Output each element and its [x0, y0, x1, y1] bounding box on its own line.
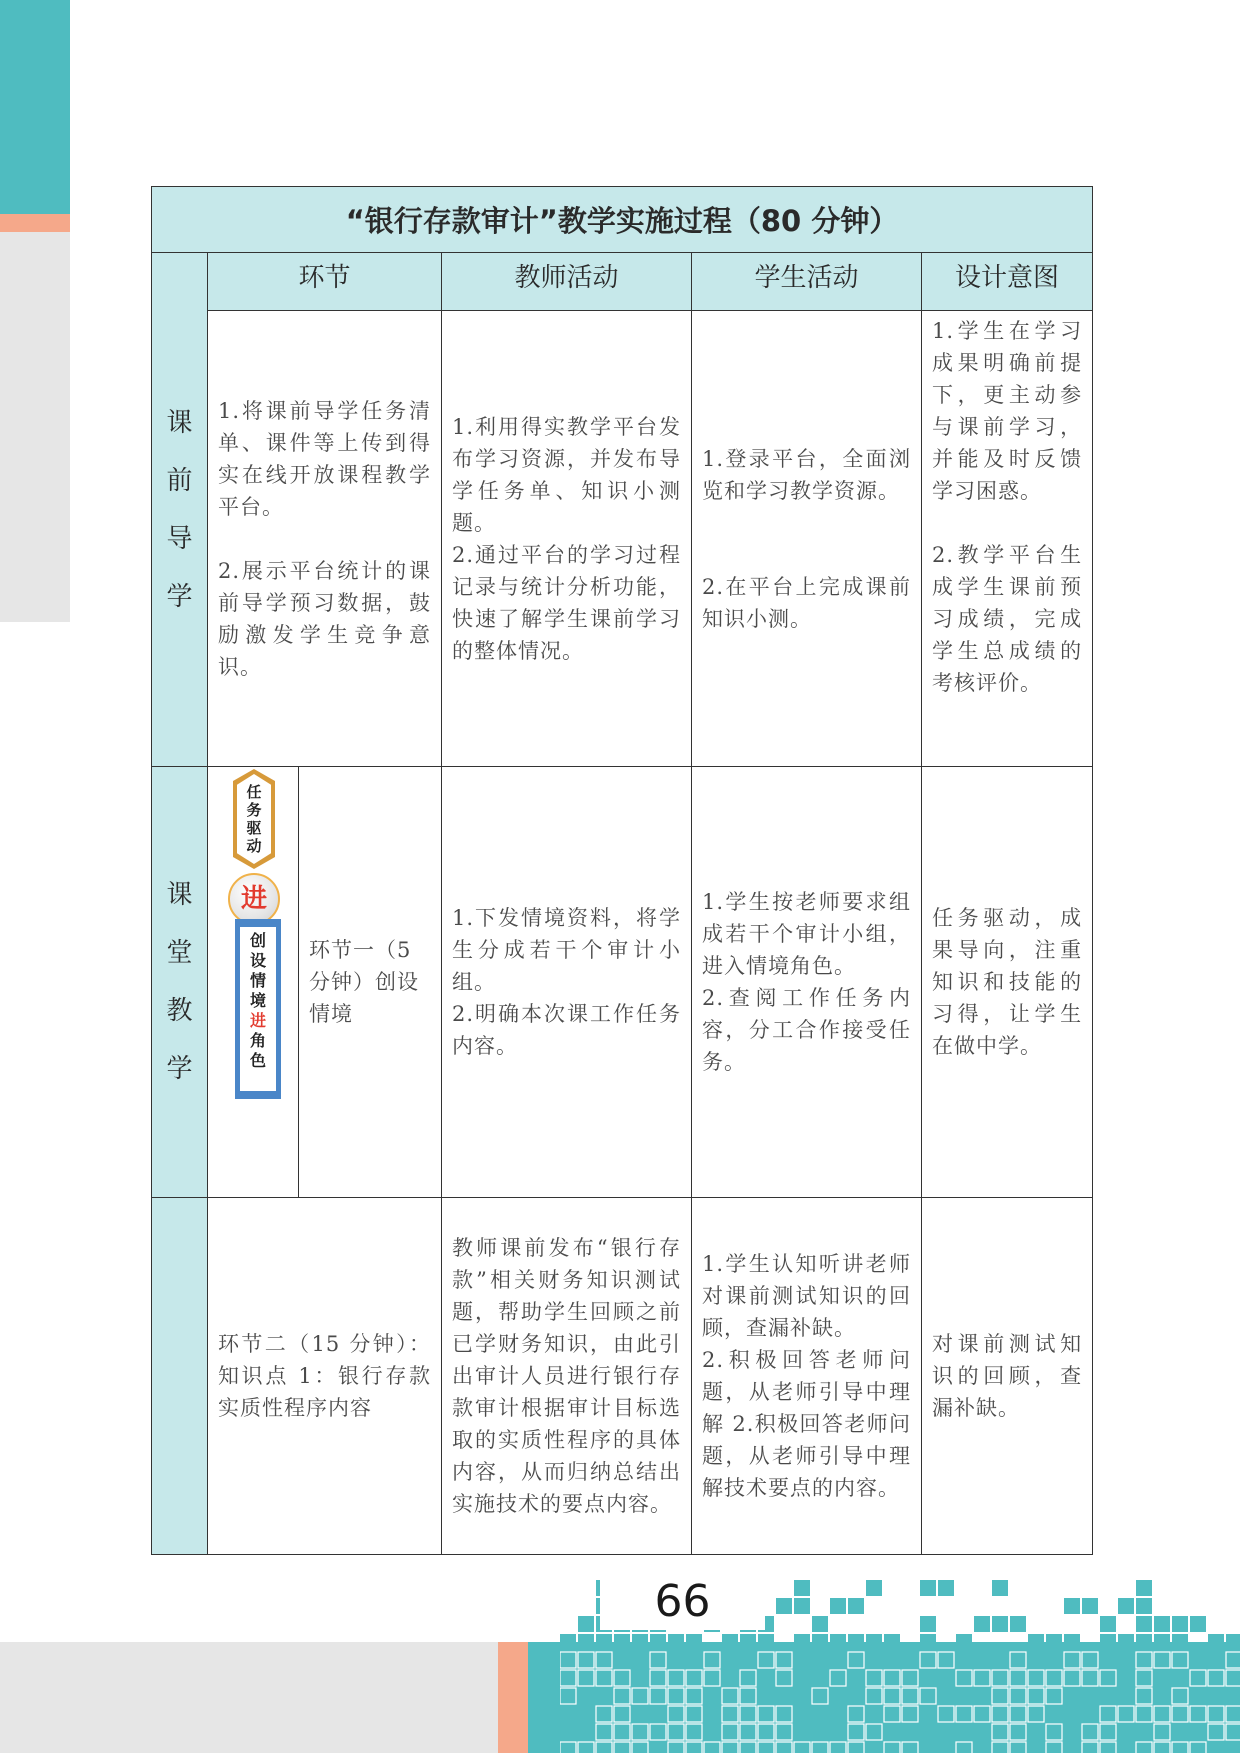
pixel-outline	[1154, 1652, 1170, 1668]
pixel-square	[1172, 1634, 1188, 1650]
pixel-outline	[902, 1706, 918, 1722]
stage-one-text: 环节一（5 分钟）创设情境	[309, 938, 420, 1026]
pixel-outline	[1154, 1724, 1170, 1740]
pixel-outline	[560, 1742, 576, 1753]
pixel-square	[848, 1634, 864, 1650]
pixel-outline	[848, 1652, 864, 1668]
pixel-square	[1082, 1598, 1098, 1614]
pixel-outline	[668, 1724, 684, 1740]
pre-class-stage-item: 1.将课前导学任务清单、课件等上传到得实在线开放课程教学平台。	[218, 398, 431, 519]
pixel-square	[650, 1634, 666, 1650]
pixel-outline	[1010, 1688, 1026, 1704]
pixel-outline	[848, 1724, 864, 1740]
pixel-outline	[992, 1724, 1008, 1740]
pixel-outline	[596, 1706, 612, 1722]
pixel-square	[632, 1634, 648, 1650]
pixel-outline	[1082, 1742, 1098, 1753]
pixel-outline	[776, 1742, 792, 1753]
pixel-outline	[1226, 1652, 1240, 1668]
pixel-outline	[668, 1706, 684, 1722]
pre-class-student-item: 2.在平台上完成课前知识小测。	[702, 574, 911, 631]
pixel-square	[794, 1580, 810, 1596]
pixel-outline	[740, 1688, 756, 1704]
pre-class-student-cell	[692, 311, 922, 767]
stage-one-student-item: 1.学生按老师要求组成若干个审计小组，进入情境角色。	[702, 890, 911, 978]
pixel-outline	[722, 1706, 738, 1722]
pixel-square	[974, 1616, 990, 1632]
pixel-outline	[938, 1706, 954, 1722]
pixel-outline	[632, 1688, 648, 1704]
pixel-outline	[1172, 1652, 1188, 1668]
pixel-square	[956, 1634, 972, 1650]
pixel-outline	[1046, 1724, 1062, 1740]
badge-circle-text: 进	[240, 884, 267, 914]
pixel-outline	[632, 1742, 648, 1753]
pixel-outline	[1010, 1724, 1026, 1740]
pixel-square	[722, 1634, 738, 1650]
pixel-outline	[650, 1724, 666, 1740]
pixel-outline	[884, 1688, 900, 1704]
header-design-intent: 设计意图	[922, 253, 1093, 311]
pixel-outline	[686, 1670, 702, 1686]
pixel-square	[992, 1580, 1008, 1596]
pixel-outline	[1154, 1706, 1170, 1722]
pixel-outline	[1010, 1706, 1026, 1722]
pixel-square	[884, 1634, 900, 1650]
pixel-square	[830, 1598, 846, 1614]
pixel-outline	[956, 1670, 972, 1686]
pixel-outline	[560, 1688, 576, 1704]
pixel-outline	[920, 1688, 936, 1704]
stage-two-intent-cell	[922, 1198, 1093, 1555]
header-teacher-activity: 教师活动	[442, 253, 692, 311]
pixel-outline	[686, 1706, 702, 1722]
side-label-empty	[152, 1198, 208, 1555]
stage-one-student-cell	[692, 767, 922, 1198]
pixel-outline	[1082, 1724, 1098, 1740]
pixel-outline	[1190, 1742, 1206, 1753]
pixel-outline	[740, 1706, 756, 1722]
pixel-square	[1136, 1580, 1152, 1596]
stage-two-label	[208, 1198, 442, 1555]
pixel-square	[776, 1598, 792, 1614]
pixel-square	[1100, 1616, 1116, 1632]
pixel-square	[938, 1580, 954, 1596]
teaching-process-table	[151, 186, 1093, 1555]
pixel-outline	[578, 1742, 594, 1753]
pixel-outline	[776, 1724, 792, 1740]
pixel-square	[1136, 1616, 1152, 1632]
pixel-outline	[1100, 1742, 1116, 1753]
pixel-outline	[812, 1742, 828, 1753]
pixel-outline	[830, 1670, 846, 1686]
pixel-outline	[1118, 1706, 1134, 1722]
footer-grey-band	[0, 1642, 498, 1753]
pixel-outline	[1226, 1724, 1240, 1740]
pixel-outline	[1028, 1670, 1044, 1686]
stage-two-student-cell	[692, 1198, 922, 1555]
pixel-outline	[920, 1652, 936, 1668]
pixel-outline	[614, 1706, 630, 1722]
pixel-outline	[992, 1670, 1008, 1686]
pixel-outline	[1046, 1742, 1062, 1753]
pixel-outline	[1136, 1706, 1152, 1722]
pixel-outline	[1172, 1706, 1188, 1722]
pixel-outline	[1208, 1670, 1224, 1686]
stage-one-student-item: 2.查阅工作任务内容，分工合作接受任务。	[702, 986, 911, 1074]
pixel-outline	[848, 1742, 864, 1753]
pixel-outline	[596, 1670, 612, 1686]
pixel-outline	[1010, 1742, 1026, 1753]
pixel-square	[920, 1634, 936, 1650]
pixel-outline	[614, 1670, 630, 1686]
decorative-grey-bar	[0, 232, 70, 622]
pixel-outline	[776, 1670, 792, 1686]
pixel-outline	[1226, 1670, 1240, 1686]
pixel-square	[992, 1616, 1008, 1632]
pixel-square	[1100, 1634, 1116, 1650]
pixel-outline	[830, 1742, 846, 1753]
pixel-outline	[1028, 1706, 1044, 1722]
pixel-square	[920, 1580, 936, 1596]
pre-class-intent-item: 1.学生在学习成果明确前提下，更主动参与课前学习，并能及时反馈学习困惑。	[932, 319, 1083, 503]
pixel-square	[1136, 1598, 1152, 1614]
decorative-salmon-bar	[0, 214, 70, 232]
pixel-outline	[776, 1706, 792, 1722]
pixel-outline	[1190, 1670, 1206, 1686]
pixel-outline	[686, 1688, 702, 1704]
pixel-outline	[902, 1688, 918, 1704]
pixel-square	[920, 1616, 936, 1632]
pixel-outline	[794, 1742, 810, 1753]
pre-class-stage-item: 2.展示平台统计的课前导学预习数据，鼓励激发学生竞争意识。	[218, 558, 431, 679]
pixel-outline	[578, 1652, 594, 1668]
pixel-outline	[1082, 1670, 1098, 1686]
pixel-square	[686, 1634, 702, 1650]
pixel-outline	[974, 1706, 990, 1722]
stage-one-teacher-item: 2.明确本次课工作任务内容。	[452, 1002, 681, 1058]
pixel-outline	[884, 1706, 900, 1722]
pixel-square	[1010, 1616, 1026, 1632]
pixel-square	[578, 1616, 594, 1632]
pixel-outline	[1046, 1688, 1062, 1704]
pixel-outline	[650, 1670, 666, 1686]
pixel-outline	[1100, 1724, 1116, 1740]
pixel-outline	[992, 1688, 1008, 1704]
pixel-square	[560, 1634, 576, 1650]
header-stage: 环节	[208, 253, 442, 311]
pixel-outline	[776, 1652, 792, 1668]
stage-one-teacher-item: 1.下发情境资料，将学生分成若干个审计小组。	[452, 906, 681, 994]
pixel-outline	[956, 1706, 972, 1722]
pixel-outline	[668, 1742, 684, 1753]
pixel-outline	[758, 1742, 774, 1753]
side-label-pre-class	[152, 253, 208, 767]
pixel-outline	[740, 1724, 756, 1740]
pixel-outline	[704, 1742, 720, 1753]
pixel-outline	[1226, 1706, 1240, 1722]
pixel-outline	[596, 1724, 612, 1740]
pixel-outline	[722, 1742, 738, 1753]
pixel-outline	[1010, 1670, 1026, 1686]
pre-class-teacher-cell	[442, 311, 692, 767]
stage-one-teacher-cell	[442, 767, 692, 1198]
pixel-outline	[596, 1652, 612, 1668]
pixel-outline	[866, 1724, 882, 1740]
side-label-in-class	[152, 767, 208, 1198]
pixel-outline	[1136, 1742, 1152, 1753]
header-student-activity: 学生活动	[692, 253, 922, 311]
stage-two-text: 环节二（15 分钟）：知识点 1：银行存款实质性程序内容	[218, 1332, 431, 1420]
pixel-square	[668, 1634, 684, 1650]
stage-one-intent: 任务驱动，成果导向，注重知识和技能的习得，让学生在做中学。	[932, 906, 1083, 1058]
pixel-outline	[1082, 1652, 1098, 1668]
pixel-outline	[974, 1670, 990, 1686]
pre-class-teacher-item: 2.通过平台的学习过程记录与统计分析功能，快速了解学生课前学习的整体情况。	[452, 542, 681, 663]
pre-class-intent-cell	[922, 311, 1093, 767]
pixel-outline	[956, 1742, 972, 1753]
pixel-square	[812, 1616, 828, 1632]
pixel-outline	[614, 1742, 630, 1753]
badge-bar-text: 创设情境进角色	[249, 931, 266, 1070]
pixel-outline	[1172, 1688, 1188, 1704]
footer-salmon-band	[498, 1642, 528, 1753]
pixel-outline	[596, 1742, 612, 1753]
stage-two-intent: 对课前测试知识的回顾，查漏补缺。	[932, 1332, 1083, 1420]
pixel-outline	[740, 1670, 756, 1686]
pixel-square	[794, 1634, 810, 1650]
pixel-outline	[668, 1670, 684, 1686]
pixel-square	[848, 1598, 864, 1614]
pixel-outline	[758, 1652, 774, 1668]
stage-two-teacher-cell	[442, 1198, 692, 1555]
pixel-outline	[758, 1706, 774, 1722]
pixel-square	[1028, 1634, 1044, 1650]
pixel-outline	[722, 1688, 738, 1704]
pixel-square	[740, 1634, 756, 1650]
pixel-outline	[704, 1652, 720, 1668]
pixel-outline	[902, 1742, 918, 1753]
pixel-square	[1046, 1634, 1062, 1650]
pixel-outline	[812, 1688, 828, 1704]
pixel-outline	[578, 1670, 594, 1686]
pixel-outline	[1046, 1670, 1062, 1686]
pre-class-teacher-item: 1.利用得实教学平台发布学习资源，并发布导学任务单、知识小测题。	[452, 414, 681, 535]
pixel-outline	[704, 1670, 720, 1686]
pixel-square	[1154, 1634, 1170, 1650]
pixel-square	[1118, 1598, 1134, 1614]
pixel-square	[1208, 1634, 1224, 1650]
pixel-outline	[722, 1724, 738, 1740]
pixel-square	[830, 1634, 846, 1650]
pixel-square	[1136, 1634, 1152, 1650]
pixel-outline	[650, 1652, 666, 1668]
pixel-outline	[884, 1670, 900, 1686]
decorative-teal-bar	[0, 0, 70, 214]
pixel-square	[758, 1634, 774, 1650]
pixel-outline	[560, 1670, 576, 1686]
pixel-square	[596, 1634, 612, 1650]
pixel-outline	[650, 1688, 666, 1704]
pixel-outline	[560, 1652, 576, 1668]
pixel-outline	[1208, 1724, 1224, 1740]
pixel-outline	[1136, 1670, 1152, 1686]
pixel-square	[812, 1634, 828, 1650]
pixel-outline	[848, 1706, 864, 1722]
task-driven-badge	[208, 767, 299, 1198]
pixel-square	[614, 1634, 630, 1650]
pixel-outline	[686, 1742, 702, 1753]
pixel-outline	[992, 1706, 1008, 1722]
pixel-outline	[1136, 1652, 1152, 1668]
pixel-outline	[902, 1670, 918, 1686]
table-title: “银行存款审计”教学实施过程（80 分钟）	[152, 187, 1093, 253]
pre-class-student-item: 1.登录平台，全面浏览和学习教学资源。	[702, 446, 911, 503]
pixel-outline	[1190, 1706, 1206, 1722]
pixel-square	[1190, 1616, 1206, 1632]
pixel-outline	[1172, 1742, 1188, 1753]
pixel-square	[1118, 1634, 1134, 1650]
pixel-outline	[632, 1724, 648, 1740]
pixel-square	[578, 1634, 594, 1650]
stage-one-label	[299, 767, 442, 1198]
pixel-outline	[992, 1742, 1008, 1753]
stage-two-student-item: 1.学生认知听讲老师对课前测试知识的回顾，查漏补缺。	[702, 1252, 911, 1340]
page-number: 66	[600, 1574, 765, 1630]
pixel-outline	[938, 1652, 954, 1668]
pixel-outline	[1136, 1688, 1152, 1704]
pixel-outline	[866, 1670, 882, 1686]
side-label-in-class-text: 课堂教学	[166, 880, 193, 1084]
pixel-outline	[1100, 1706, 1116, 1722]
pixel-square	[1172, 1616, 1188, 1632]
pixel-square	[1154, 1616, 1170, 1632]
pre-class-stage-cell	[208, 311, 442, 767]
pixel-square	[1064, 1598, 1080, 1614]
pixel-outline	[1154, 1742, 1170, 1753]
pixel-square	[866, 1580, 882, 1596]
pixel-square	[1226, 1634, 1240, 1650]
pixel-outline	[884, 1742, 900, 1753]
pixel-square	[866, 1634, 882, 1650]
pixel-outline	[1064, 1670, 1080, 1686]
side-label-pre-class-text: 课前导学	[166, 407, 193, 612]
pixel-outline	[1208, 1706, 1224, 1722]
pixel-outline	[686, 1724, 702, 1740]
pixel-square	[794, 1598, 810, 1614]
pixel-outline	[758, 1724, 774, 1740]
badge-top-text: 任务驱动	[246, 783, 262, 855]
pixel-outline	[668, 1688, 684, 1704]
pixel-outline	[1064, 1652, 1080, 1668]
stage-two-teacher: 教师课前发布“银行存款”相关财务知识测试题，帮助学生回顾之前已学财务知识，由此引出审计人员进行银行存款审计根据审计目标选取的实质性程序的具体内容，从而归纳总结出实施技术的要点内容。	[452, 1236, 681, 1516]
pixel-outline	[740, 1742, 756, 1753]
pixel-outline	[614, 1724, 630, 1740]
stage-two-student-item: 2.积极回答老师问题，从老师引导中理解 2.积极回答老师问题，从老师引导中理解技术要点的内容。	[702, 1348, 911, 1500]
pixel-outline	[1100, 1670, 1116, 1686]
pixel-square	[1064, 1634, 1080, 1650]
pixel-outline	[614, 1688, 630, 1704]
pre-class-intent-item: 2.教学平台生成学生课前预习成绩，完成学生总成绩的考核评价。	[932, 543, 1083, 695]
pixel-outline	[1028, 1688, 1044, 1704]
pixel-outline	[866, 1688, 882, 1704]
pixel-outline	[1010, 1652, 1026, 1668]
stage-one-intent-cell	[922, 767, 1093, 1198]
